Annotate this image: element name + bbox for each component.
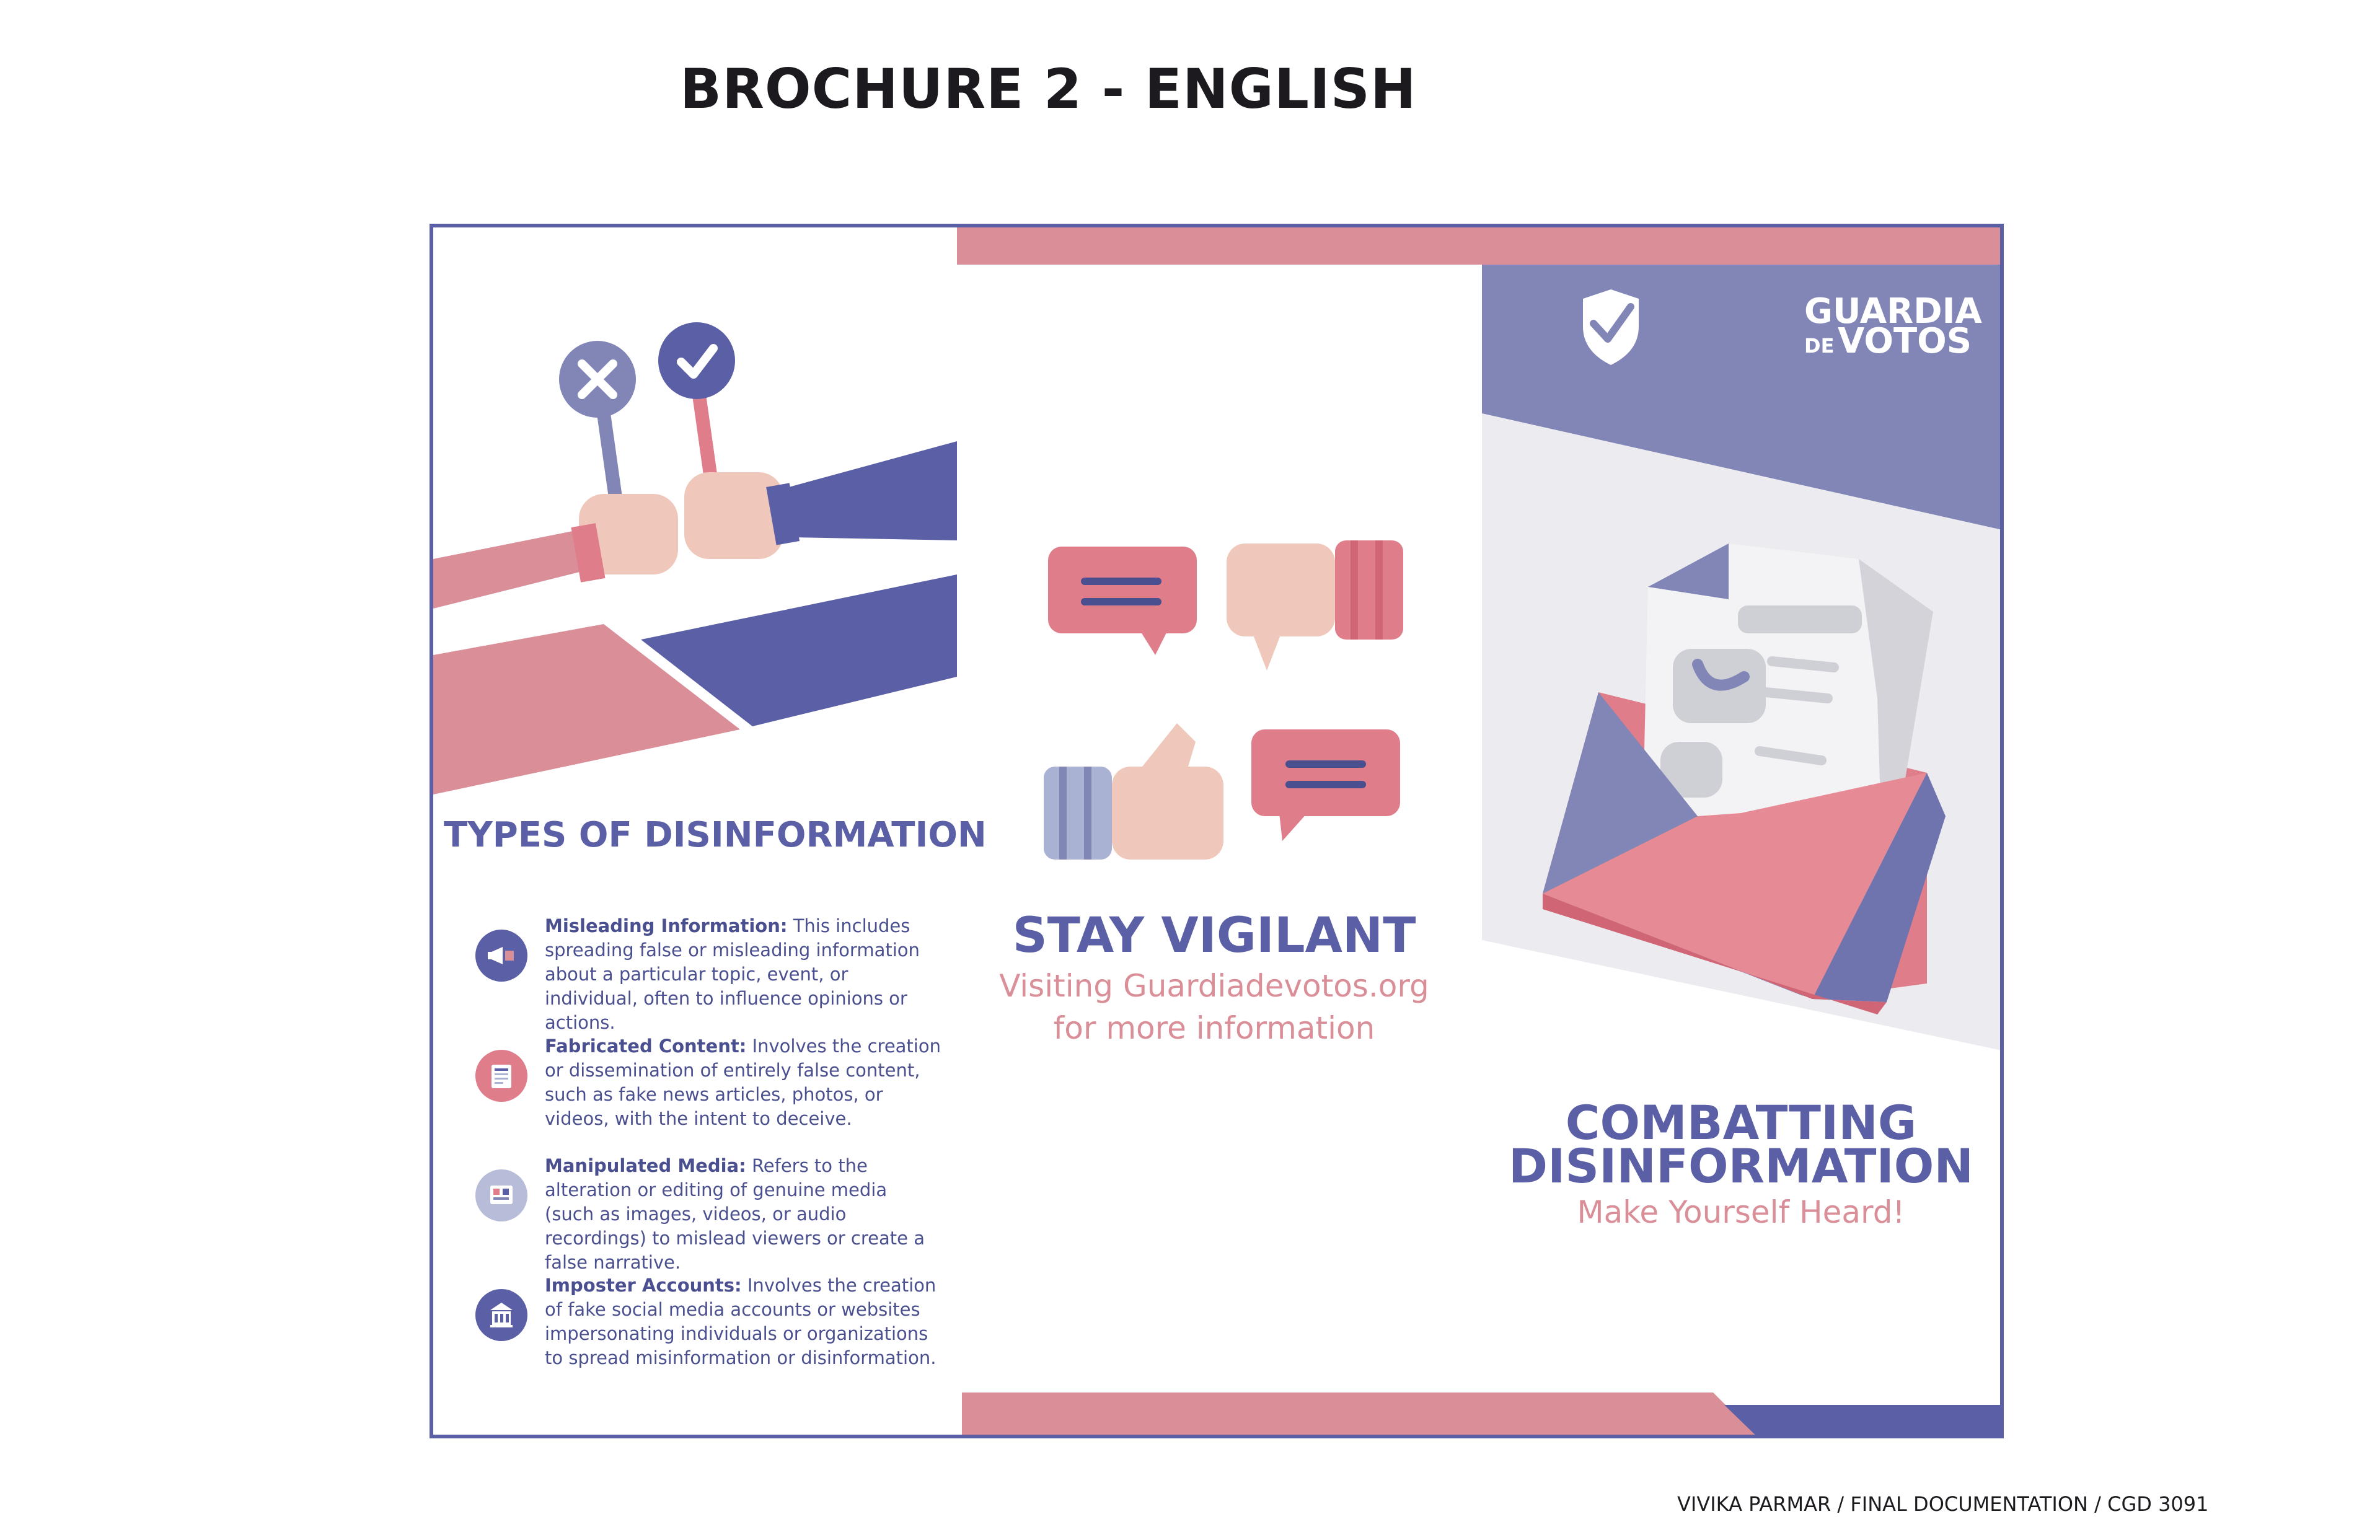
type-description: Misleading Information: This includes spreading false or misleading information about a particular topic, event, or individual, often to influence opinions or actions.: [545, 915, 920, 1033]
type-term: Misleading Information:: [545, 915, 788, 936]
guardia-de-votos-logo: [1804, 291, 1982, 364]
navy-arm-stripe: [787, 441, 957, 540]
type-description: Fabricated Content: Involves the creation or dissemination of entirely false content, such as fake news articles, photos, or videos, with the intent to deceive.: [545, 1036, 941, 1129]
footer-credit: VIVIKA PARMAR / FINAL DOCUMENTATION / CGD 3091: [1677, 1492, 2209, 1516]
right-hand: [684, 472, 783, 559]
building-icon: [475, 1289, 527, 1341]
stay-vigilant-title: STAY VIGILANT: [1012, 908, 1416, 964]
stay-vigilant-subtitle: [954, 965, 1474, 1049]
type-description: Manipulated Media: Refers to the alteration or editing of genuine media (such as images, videos, or audio recordings) to mislead viewers or create a false narrative.: [545, 1155, 925, 1273]
website-line: Visiting Guardiadevotos.org: [999, 968, 1429, 1004]
combatting-disinformation-title: COMBATTING DISINFORMATION: [1509, 1095, 1973, 1194]
type-item-manipulated-media: [433, 1154, 966, 1272]
types-heading: TYPES OF DISINFORMATION: [444, 815, 987, 855]
bottom-navy-bar: [1724, 1405, 2004, 1438]
news-article-icon: [475, 1050, 527, 1102]
logo-line-2-big: VOTOS: [1838, 321, 1972, 361]
edited-media-icon: [475, 1169, 527, 1221]
type-item-misleading-information: [433, 914, 966, 1032]
pink-arm-stripe: [433, 528, 594, 609]
bottom-pink-bar: [962, 1393, 1763, 1438]
type-description: Imposter Accounts: Involves the creation of fake social media accounts or websites impersonating individuals or organizations to spread misinformation or disinformation.: [545, 1275, 937, 1368]
page-title: BROCHURE 2 - ENGLISH: [680, 57, 1417, 121]
speech-bubble-icon-top: [1048, 547, 1197, 655]
type-term: Fabricated Content:: [545, 1036, 747, 1057]
speech-bubble-icon-bottom: [1251, 729, 1400, 841]
check-sign: [658, 322, 735, 399]
type-term: Imposter Accounts:: [545, 1275, 742, 1296]
thumbs-up-icon: [1044, 723, 1223, 860]
top-pink-bar: [957, 227, 2001, 265]
make-yourself-heard-subtitle: Make Yourself Heard!: [1577, 1194, 1905, 1230]
megaphone-icon: [475, 930, 527, 982]
logo-line-2-small: DE: [1804, 334, 1835, 358]
type-item-imposter-accounts: [433, 1274, 966, 1391]
logo-line-1: GUARDIA: [1804, 291, 1982, 332]
type-item-fabricated-content: [433, 1034, 966, 1152]
type-term: Manipulated Media:: [545, 1155, 746, 1176]
more-info-line: for more information: [1053, 1010, 1375, 1046]
brochure-spread: [430, 224, 2004, 1438]
thumbs-down-icon: [1227, 540, 1403, 671]
